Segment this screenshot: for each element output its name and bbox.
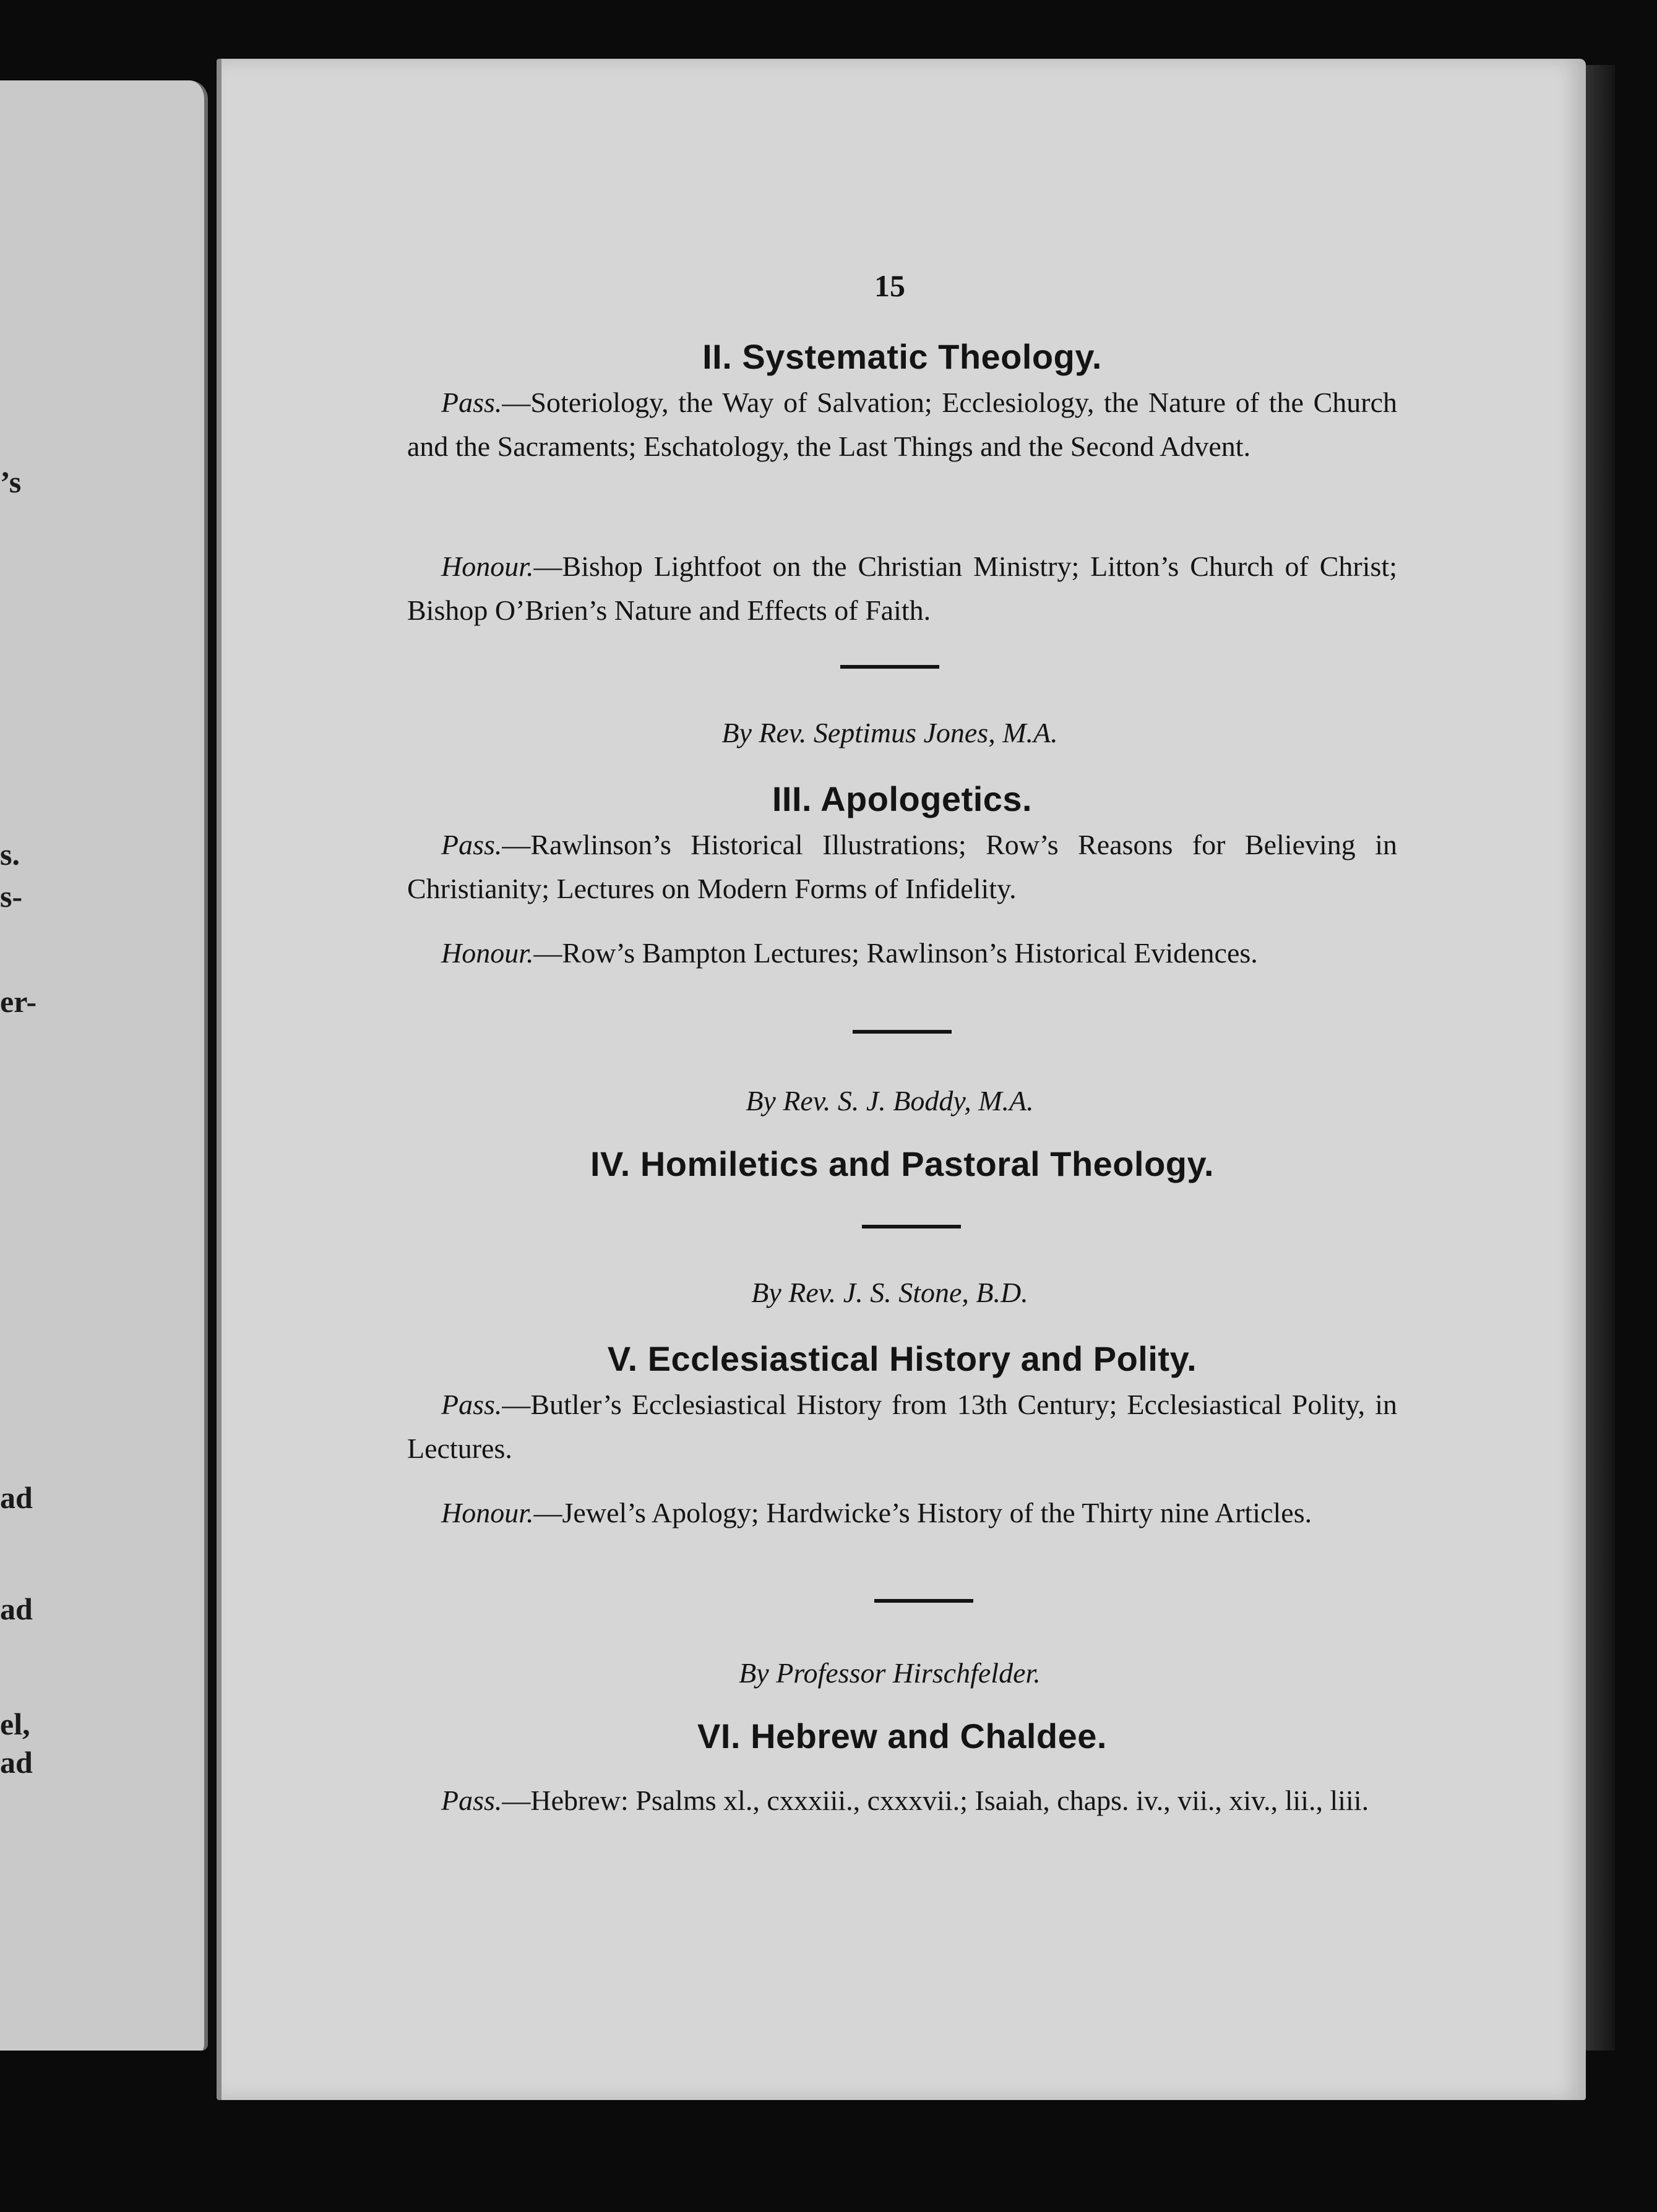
pass-label: Pass. <box>441 387 502 418</box>
byline: By Rev. Septimus Jones, M.A. <box>721 717 1058 748</box>
pass-label: Pass. <box>441 1389 502 1420</box>
section-heading: III. Apologetics. <box>772 779 1033 818</box>
honour-text: —Bishop Lightfoot on the Christian Ministry; Litton’s Church of Christ; Bishop O’Brien’s Nature and Effects of Faith. <box>407 551 1397 627</box>
section-heading: II. Systematic Theology. <box>702 337 1102 376</box>
pass-paragraph <box>407 380 1397 469</box>
byline: By Rev. S. J. Boddy, M.A. <box>746 1085 1034 1117</box>
left-page-edge <box>0 80 208 2051</box>
honour-label: Honour. <box>441 551 534 582</box>
honour-text: —Row’s Bampton Lectures; Rawlinson’s Historical Evidences. <box>533 937 1258 969</box>
section-divider <box>862 1225 961 1228</box>
left-page-fragment: s- <box>0 879 23 914</box>
section-divider <box>874 1599 973 1603</box>
pass-text: —Rawlinson’s Historical Illustrations; Row’s Reasons for Believing in Christianity; Lectures on Modern Forms of Infidelity. <box>407 829 1397 905</box>
right-page <box>217 59 1586 2100</box>
pass-paragraph <box>407 1778 1397 1822</box>
section-divider <box>840 665 939 669</box>
left-page-fragment: ad <box>0 1592 33 1626</box>
pass-text: —Butler’s Ecclesiastical History from 13th Century; Ecclesiastical Polity, in Lectures. <box>407 1389 1397 1465</box>
honour-paragraph <box>407 1491 1397 1535</box>
section-heading: V. Ecclesiastical History and Polity. <box>607 1339 1197 1378</box>
pass-label: Pass. <box>441 1785 502 1816</box>
section-divider <box>853 1030 952 1034</box>
pass-paragraph <box>407 823 1397 911</box>
honour-paragraph <box>407 544 1397 633</box>
honour-label: Honour. <box>441 1497 534 1528</box>
byline: By Rev. J. S. Stone, B.D. <box>751 1277 1028 1308</box>
left-page-fragment: ’s <box>0 465 22 499</box>
left-page-fragment: ad <box>0 1480 33 1515</box>
left-page-fragment: el, <box>0 1707 30 1741</box>
honour-label: Honour. <box>441 937 534 969</box>
pass-label: Pass. <box>441 829 502 860</box>
section-heading: VI. Hebrew and Chaldee. <box>697 1717 1107 1755</box>
pass-text: —Hebrew: Psalms xl., cxxxiii., cxxxvii.; Isaiah, chaps. iv., vii., xiv., lii., liii. <box>502 1785 1369 1816</box>
left-page-fragment: er- <box>0 984 37 1019</box>
page-number: 15 <box>874 268 905 303</box>
byline: By Professor Hirschfelder. <box>739 1657 1041 1689</box>
pass-text: —Soteriology, the Way of Salvation; Ecclesiology, the Nature of the Church and the Sacraments; Eschatology, the Last Things and the Second Advent. <box>407 387 1397 463</box>
honour-text: —Jewel’s Apology; Hardwicke’s History of the Thirty nine Articles. <box>533 1497 1312 1528</box>
honour-paragraph <box>407 931 1397 975</box>
left-page-fragment: s. <box>0 837 20 872</box>
pass-paragraph <box>407 1382 1397 1471</box>
section-heading: IV. Homiletics and Pastoral Theology. <box>590 1144 1215 1183</box>
left-page-fragment: ad <box>0 1745 33 1780</box>
